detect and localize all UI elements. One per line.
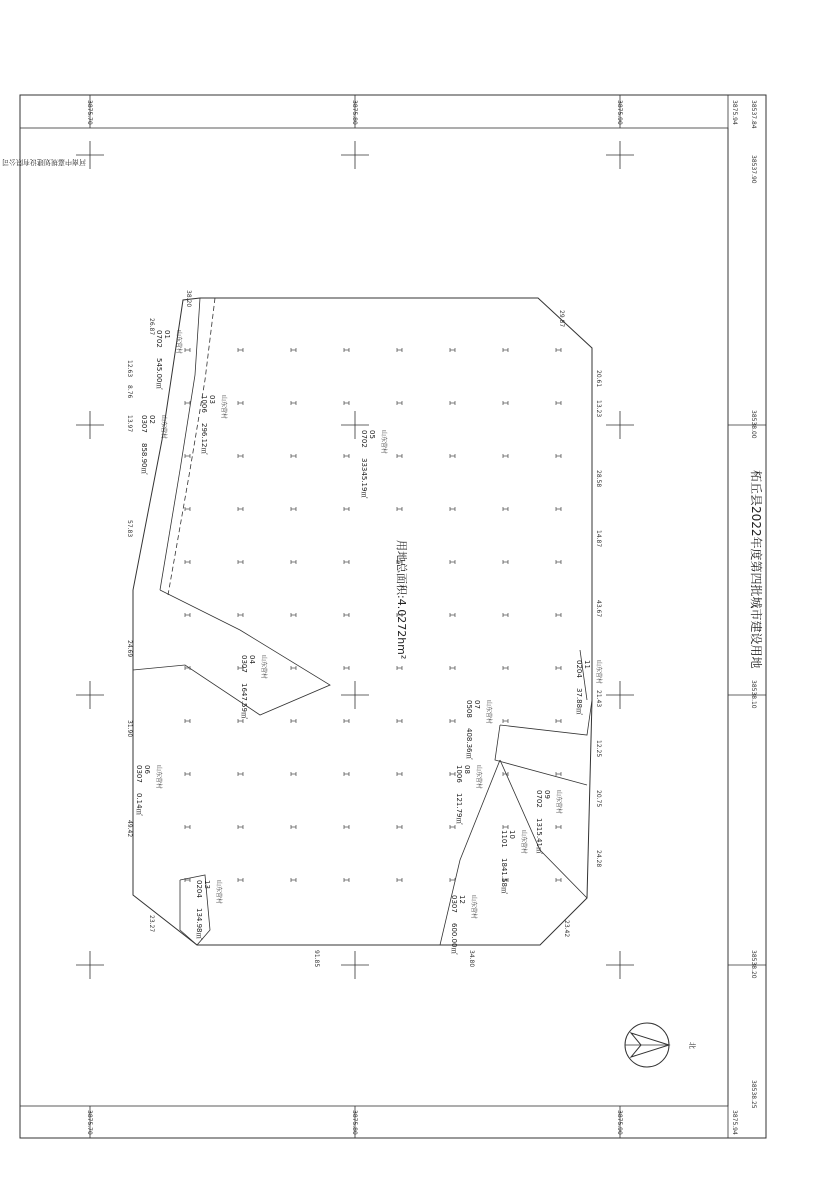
village-label: 山东营村 (475, 765, 482, 790)
edge-length-label: 20.61 (595, 370, 602, 388)
edge-length-label: 8.76 (126, 385, 133, 399)
edge-length-label: 34.80 (468, 950, 475, 968)
orchard-symbol-icon (450, 613, 455, 617)
orchard-symbol-icon (397, 878, 402, 882)
orchard-symbol-icon (556, 666, 561, 670)
orchard-symbol-icon (238, 401, 243, 405)
orchard-symbol-icon (238, 560, 243, 564)
total-area-label: 用地总面积:4.0272hm² (395, 540, 408, 660)
orchard-symbol-icon (185, 401, 190, 405)
parcel-code: 13 (203, 880, 211, 889)
edge-length-label: 12.63 (126, 360, 133, 378)
parcel-landuse-code: 0508 (465, 700, 473, 718)
edge-length-label: 13.97 (126, 415, 133, 433)
north-label: 北 (688, 1042, 696, 1049)
orchard-symbol-icon (397, 401, 402, 405)
orchard-symbol-icon (185, 825, 190, 829)
grid-crosses (76, 141, 634, 979)
orchard-symbol-icon (397, 666, 402, 670)
orchard-symbol-icon (503, 719, 508, 723)
parcel-landuse-code: 1006 (200, 395, 208, 413)
orchard-symbol-icon (556, 772, 561, 776)
edge-length-label: 23.42 (563, 920, 570, 938)
orchard-symbol-icon (397, 348, 402, 352)
orchard-symbol-icon (450, 719, 455, 723)
edge-length-label: 38.20 (185, 290, 192, 308)
parcel-area: 121.79㎡ (455, 793, 463, 825)
parcel-area: 1647.59㎡ (240, 683, 248, 719)
edge-length-label: 29.87 (558, 310, 565, 328)
inner-frame (20, 128, 728, 1106)
land-symbols (185, 348, 561, 882)
parcel-area: 600.00㎡ (450, 923, 458, 955)
edge-length-label: 43.67 (595, 600, 602, 618)
village-label: 山东营村 (380, 430, 387, 455)
grid-x-label-bottom: 3875.80 (351, 1110, 358, 1135)
orchard-symbol-icon (450, 772, 455, 776)
orchard-symbol-icon (450, 348, 455, 352)
orchard-symbol-icon (238, 825, 243, 829)
village-label: 山东营村 (555, 790, 562, 815)
village-label: 山东营村 (175, 330, 182, 355)
parcel-code: 12 (458, 895, 466, 904)
orchard-symbol-icon (291, 772, 296, 776)
orchard-symbol-icon (450, 454, 455, 458)
grid-y-label: 38537.90 (750, 155, 757, 184)
orchard-symbol-icon (185, 719, 190, 723)
parcel-landuse-code: 0307 (140, 415, 148, 433)
orchard-symbol-icon (344, 613, 349, 617)
orchard-symbol-icon (238, 878, 243, 882)
orchard-symbol-icon (503, 454, 508, 458)
parcel-area: 134.98㎡ (195, 908, 203, 940)
orchard-symbol-icon (556, 560, 561, 564)
orchard-symbol-icon (238, 454, 243, 458)
parcel-area: 858.90㎡ (140, 443, 148, 475)
institute-name: 河南中嘉规划建设有限公司 (2, 158, 86, 166)
orchard-symbol-icon (185, 560, 190, 564)
orchard-symbol-icon (450, 507, 455, 511)
grid-x-label-top: 3875.90 (616, 100, 623, 125)
orchard-symbol-icon (291, 666, 296, 670)
orchard-symbol-icon (291, 878, 296, 882)
grid-y-label: 38538.20 (750, 950, 757, 979)
grid-x-label-bottom: 3875.90 (616, 1110, 623, 1135)
parcel-code: 11 (583, 660, 591, 669)
grid-x-label-top: 3875.80 (351, 100, 358, 125)
grid-x-label-top: 3875.70 (86, 100, 93, 125)
edge-length-label: 91.85 (313, 950, 320, 968)
edge-length-label: 26.87 (148, 318, 155, 336)
parcel-code: 06 (143, 765, 151, 774)
edge-length-label: 24.69 (126, 640, 133, 658)
village-label: 山东营村 (220, 395, 227, 420)
parcel-landuse-code: 0702 (155, 330, 163, 348)
parcel-code: 08 (463, 765, 471, 774)
edge-length-label: 28.58 (595, 470, 602, 488)
village-label: 山东营村 (215, 880, 222, 905)
orchard-symbol-icon (185, 507, 190, 511)
parcel-code: 09 (543, 790, 551, 799)
parcel-landuse-code: 0307 (450, 895, 458, 913)
parcel-area: 296.12㎡ (200, 423, 208, 455)
edge-length-label: 21.43 (595, 690, 602, 708)
village-label: 山东营村 (520, 830, 527, 855)
parcel-area: 33345.19㎡ (360, 458, 368, 499)
orchard-symbol-icon (185, 348, 190, 352)
parcel-area: 0.14㎡ (135, 793, 143, 816)
orchard-symbol-icon (556, 401, 561, 405)
orchard-symbol-icon (344, 772, 349, 776)
edge-length-label: 20.75 (595, 790, 602, 808)
grid-y-label: 38538.25 (750, 1080, 757, 1109)
orchard-symbol-icon (503, 348, 508, 352)
orchard-symbol-icon (450, 825, 455, 829)
parcel-landuse-code: 0702 (360, 430, 368, 448)
grid-labels (86, 100, 757, 1135)
orchard-symbol-icon (397, 507, 402, 511)
village-label: 山东营村 (470, 895, 477, 920)
orchard-symbol-icon (503, 666, 508, 670)
orchard-symbol-icon (450, 560, 455, 564)
orchard-symbol-icon (503, 507, 508, 511)
edge-length-label: 57.83 (126, 520, 133, 538)
edge-length-label: 23.27 (148, 915, 155, 933)
orchard-symbol-icon (556, 825, 561, 829)
orchard-symbol-icon (291, 454, 296, 458)
orchard-symbol-icon (503, 825, 508, 829)
edge-labels (126, 290, 602, 967)
parcel-code: 01 (163, 330, 171, 339)
grid-y-label: 38538.10 (750, 680, 757, 709)
village-label: 山东营村 (160, 415, 167, 440)
orchard-symbol-icon (556, 613, 561, 617)
map-title: 柘丘县2022年度第四批城市建设用地 (749, 470, 763, 669)
parcel-landuse-code: 0204 (195, 880, 203, 898)
grid-x-label-bottom: 3875.94 (731, 1110, 738, 1135)
grid-y-label: 38537.84 (750, 100, 757, 129)
parcel-code: 03 (208, 395, 216, 404)
parcel-landuse-code: 0307 (240, 655, 248, 673)
orchard-symbol-icon (344, 401, 349, 405)
orchard-symbol-icon (344, 719, 349, 723)
edge-length-label: 49.42 (126, 820, 133, 838)
orchard-symbol-icon (238, 719, 243, 723)
orchard-symbol-icon (556, 348, 561, 352)
parcel-code: 05 (368, 430, 376, 439)
orchard-symbol-icon (185, 772, 190, 776)
orchard-symbol-icon (291, 825, 296, 829)
parcel-area: 1315.41㎡ (535, 818, 543, 854)
orchard-symbol-icon (397, 772, 402, 776)
parcel-code: 07 (473, 700, 481, 709)
orchard-symbol-icon (397, 454, 402, 458)
orchard-symbol-icon (238, 507, 243, 511)
orchard-symbol-icon (238, 613, 243, 617)
orchard-symbol-icon (344, 560, 349, 564)
orchard-symbol-icon (556, 454, 561, 458)
orchard-symbol-icon (344, 878, 349, 882)
orchard-symbol-icon (450, 666, 455, 670)
grid-x-label-bottom: 3875.70 (86, 1110, 93, 1135)
orchard-symbol-icon (291, 348, 296, 352)
parcel-labels (135, 330, 603, 955)
orchard-symbol-icon (291, 613, 296, 617)
parcel-landuse-code: 0204 (575, 660, 583, 678)
orchard-symbol-icon (291, 560, 296, 564)
orchard-symbol-icon (450, 401, 455, 405)
edge-length-label: 14.87 (595, 530, 602, 548)
north-arrow-icon (625, 1023, 669, 1067)
orchard-symbol-icon (556, 878, 561, 882)
orchard-symbol-icon (238, 348, 243, 352)
edge-length-label: 12.25 (595, 740, 602, 758)
edge-length-label: 31.90 (126, 720, 133, 738)
parcel-landuse-code: 1101 (500, 830, 508, 848)
orchard-symbol-icon (344, 348, 349, 352)
orchard-symbol-icon (185, 613, 190, 617)
edge-length-label: 13.23 (595, 400, 602, 418)
orchard-symbol-icon (344, 825, 349, 829)
orchard-symbol-icon (503, 401, 508, 405)
parcel-code: 10 (508, 830, 516, 839)
village-label: 山东营村 (260, 655, 267, 680)
grid-y-label: 38538.00 (750, 410, 757, 439)
orchard-symbol-icon (185, 454, 190, 458)
orchard-symbol-icon (556, 507, 561, 511)
parcel-area: 37.88㎡ (575, 688, 583, 716)
orchard-symbol-icon (450, 878, 455, 882)
orchard-symbol-icon (291, 719, 296, 723)
orchard-symbol-icon (291, 401, 296, 405)
parcel-landuse-code: 0702 (535, 790, 543, 808)
orchard-symbol-icon (344, 454, 349, 458)
parcel-code: 02 (148, 415, 156, 424)
parcel-area: 408.36㎡ (465, 728, 473, 760)
orchard-symbol-icon (344, 666, 349, 670)
orchard-symbol-icon (503, 613, 508, 617)
grid-x-label-top: 3875.94 (731, 100, 738, 125)
parcel-code: 04 (248, 655, 256, 664)
parcel-area: 1841.58㎡ (500, 858, 508, 894)
village-label: 山东营村 (595, 660, 602, 685)
orchard-symbol-icon (238, 772, 243, 776)
outer-frame (20, 95, 766, 1138)
edge-length-label: 24.28 (595, 850, 602, 868)
orchard-symbol-icon (291, 507, 296, 511)
orchard-symbol-icon (556, 719, 561, 723)
parcel-landuse-code: 0307 (135, 765, 143, 783)
parcel-landuse-code: 1006 (455, 765, 463, 783)
orchard-symbol-icon (397, 825, 402, 829)
orchard-symbol-icon (503, 560, 508, 564)
village-label: 山东营村 (155, 765, 162, 790)
orchard-symbol-icon (397, 719, 402, 723)
village-label: 山东营村 (485, 700, 492, 725)
parcel-area: 545.00㎡ (155, 358, 163, 390)
orchard-symbol-icon (344, 507, 349, 511)
